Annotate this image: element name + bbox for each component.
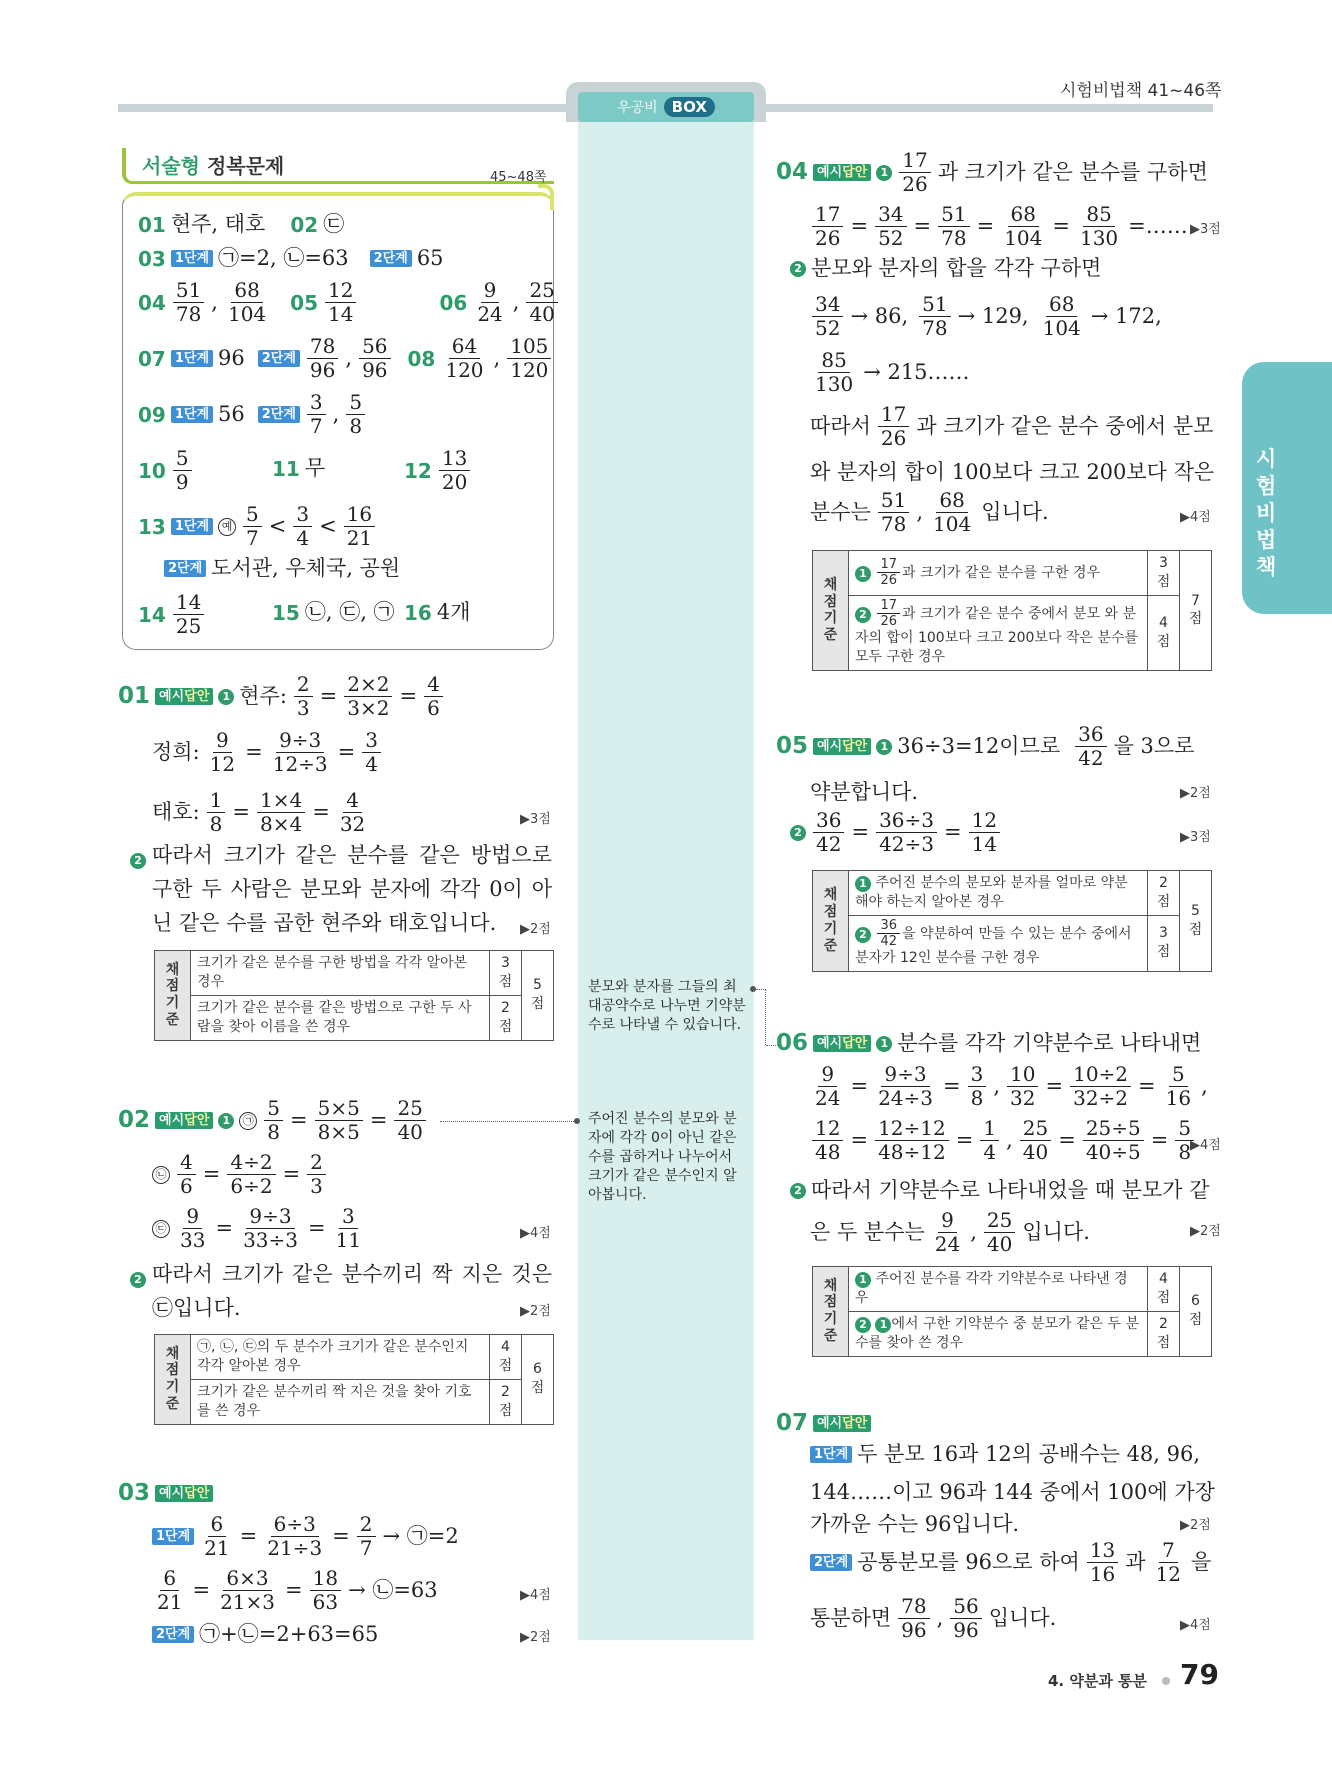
side-tab-text: 시험비법책 <box>1256 447 1277 579</box>
q01-criteria-table: 채점 기준 크기가 같은 분수를 구한 방법을 각각 알아본 경우 3점 5점 크기가 같은 분수를 같은 방법으로 구한 두 사람을 찾아 이름을 쓴 경우 2점 <box>154 950 554 1041</box>
points: ▶4점 <box>520 1226 551 1241</box>
footer-dot <box>1162 1677 1170 1685</box>
step-badge: 1단계 <box>171 350 213 367</box>
fraction: $\frac{78}{96}$ <box>307 336 338 381</box>
answer-value: 56 <box>218 402 245 426</box>
label: 정희: <box>152 740 200 764</box>
result: → ㉡=63 <box>348 1578 438 1602</box>
connector-line <box>440 1121 578 1122</box>
step-badge: 2단계 <box>258 406 300 423</box>
q06-line-1: 06 예시답안 1 분수를 각각 기약분수로 나타내면 <box>776 1030 1202 1056</box>
section-title-1: 서술형 <box>142 154 200 178</box>
fraction: $\frac{25}{40}$ <box>526 280 557 325</box>
fraction: $\frac{64}{120}$ <box>445 334 484 382</box>
text: 분모와 분자의 합을 각각 구하면 <box>811 256 1102 280</box>
answer-value: 96 <box>218 346 245 370</box>
text: 과 크기가 같은 분수를 구하면 <box>937 160 1208 184</box>
answer-num: 08 <box>407 346 436 371</box>
answer-num: 09 <box>138 402 166 427</box>
answer-value: 4개 <box>436 600 471 624</box>
book-ref: 시험비법책 41~46쪽 <box>1060 81 1222 101</box>
q02-line-1: 02 예시답안 1 ㉠ $\frac{5}{8}$ = $\frac{5\times 5}{8\times 5}$ = $\frac{25}{40}$ <box>118 1098 428 1143</box>
q05-criteria-table: 채점 기준 1 주어진 분수의 분모와 분자를 얼마로 약분해야 하는지 알아본 경우 2점 5점 2 $\frac{36}{42}$ 을 약분하여 만들 수 있는 분수 중에서 분자가 12인 분수를 구한 경우 3점 <box>812 870 1212 972</box>
question-number: 05 <box>776 733 809 759</box>
q01-line-2: 정희: $\frac{9}{12}$ = $\frac{9\div 3}{12\div 3}$ = $\frac{3}{4}$ <box>152 730 383 775</box>
answer-num: 05 <box>290 290 319 315</box>
q07-line-5: 통분하면 $\frac{78}{96}$ , $\frac{56}{96}$ 입니다. <box>810 1594 1057 1642</box>
q01-line-1: 01 예시답안 1 현주: $\frac{2}{3}$ = $\frac{2\times 2}{3\times 2}$ = $\frac{4}{6}$ <box>118 674 445 719</box>
step-2-marker: 2 <box>130 853 146 869</box>
q07-line-3: 가까운 수는 96입니다. <box>810 1512 1020 1536</box>
q07-line-0 <box>776 1412 871 1435</box>
answer-row-2 <box>138 248 444 269</box>
answer-num: 16 <box>404 600 432 625</box>
points: ▶4점 <box>520 1588 551 1603</box>
q06-line-2: 2 따라서 기약분수로 나타내었을 때 분모가 같 <box>790 1180 1210 1201</box>
fraction: $\frac{5}{9}$ <box>173 448 192 493</box>
step-badge: 2단계 <box>164 560 206 577</box>
answer-row-1 <box>138 214 344 235</box>
box-label: 우공비 <box>617 100 658 116</box>
answer-tag: 예시답안 <box>813 738 871 755</box>
q04-chain: $\frac{17}{26}$ = $\frac{34}{52}$ = $\frac{51}{78}$ = $\frac{68}{104}$ = $\frac{85}{130}$ =…… <box>810 204 1188 249</box>
answer-value: 65 <box>416 246 444 270</box>
q06-eq-2: $\frac{12}{48}$ = $\frac{12\div 12}{48\div 12}$ = $\frac{1}{4}$ , $\frac{25}{40}$ = $\frac{25\div 5}{40\div 5}$ = $\frac{5}{8}$ <box>810 1118 1196 1163</box>
points: ▶2점 <box>1180 786 1211 801</box>
answer-num: 12 <box>404 458 432 483</box>
question-number: 03 <box>118 1480 151 1506</box>
fraction: $\frac{68}{104}$ <box>227 278 267 326</box>
fraction: $\frac{5}{7}$ <box>243 504 262 549</box>
connector-dot <box>574 1118 580 1124</box>
step-badge: 1단계 <box>171 518 213 535</box>
answer-num: 14 <box>138 602 166 627</box>
q03-line-0 <box>118 1482 213 1505</box>
result: → ㉠=2 <box>382 1524 459 1548</box>
answer-tag: 예시답안 <box>813 1035 871 1052</box>
answer-num: 11 <box>272 456 300 481</box>
footer-chapter: 4. 약분과 통분 <box>1048 1672 1148 1690</box>
answer-row-9c <box>404 602 471 623</box>
answer-num: 13 <box>138 514 166 539</box>
fraction: $\frac{12}{14}$ <box>325 280 356 325</box>
fraction: $\frac{105}{120}$ <box>507 336 551 381</box>
answer-num: 10 <box>138 458 166 483</box>
answer-tag: 예시답안 <box>155 1485 213 1502</box>
answer-num: 06 <box>439 290 468 315</box>
q02-line-3: ㉢ $\frac{9}{33}$ = $\frac{9\div 3}{33\div 3}$ = $\frac{3}{11}$ <box>152 1206 366 1251</box>
answer-tag: 예시답안 <box>155 1112 213 1129</box>
answer-row-9b <box>272 602 395 623</box>
q07-line-1: 1단계 두 분모 16과 12의 공배수는 48, 96, <box>810 1444 1200 1465</box>
points: ▶3점 <box>1180 830 1211 845</box>
label: 현주: <box>239 684 287 708</box>
points: ▶2점 <box>1190 1224 1221 1239</box>
points: ▶3점 <box>520 812 551 827</box>
points: ▶4점 <box>1180 510 1211 525</box>
answer-row-3: 04 $\frac{51}{78}$ , $\frac{68}{104}$ 05 $\frac{12}{14}$ 06 $\frac{9}{24}$ , $\frac{25}{40}$ <box>138 280 560 325</box>
q04-criteria-table: 채점 기준 1 $\frac{17}{26}$ 과 크기가 같은 분수를 구한 경우 3점 7점 2 $\frac{17}{26}$ 과 크기가 같은 분수 중에서 분모 와 분자의 합이 100보다 크고 200보다 작은 분수를 모두 구한 경우 4점 <box>812 550 1212 671</box>
section-title-2: 정복문제 <box>206 154 285 178</box>
q03-line-2: $\frac{6}{21}$ = $\frac{6\times 3}{21\times 3}$ = $\frac{18}{63}$ → ㉡=63 <box>157 1566 438 1614</box>
q04-line-1: 04 예시답안 1 $\frac{17}{26}$ 과 크기가 같은 분수를 구하면 <box>776 148 1208 196</box>
step-badge: 2단계 <box>258 350 300 367</box>
question-number: 06 <box>776 1030 809 1056</box>
section-title <box>142 150 284 179</box>
step-badge: 2단계 <box>810 1554 852 1571</box>
step-badge: 2단계 <box>152 1626 194 1643</box>
fraction: $\frac{51}{78}$ <box>173 280 204 325</box>
points: ▶4점 <box>1180 1618 1211 1633</box>
answer-tag: 예시답안 <box>813 1415 871 1432</box>
answer-num: 07 <box>138 346 166 371</box>
q07-line-2: 144……이고 96과 144 중에서 100에 가장 <box>810 1480 1215 1504</box>
q03-line-3 <box>152 1624 378 1645</box>
answer-row-6 <box>138 448 194 493</box>
fraction: $\frac{5}{8}$ <box>346 392 365 437</box>
step-badge: 1단계 <box>171 250 213 267</box>
page-number: 79 <box>1180 1658 1219 1691</box>
section-pages: 45~48쪽 <box>490 170 547 185</box>
step-badge: 1단계 <box>171 406 213 423</box>
fraction: $\frac{3}{7}$ <box>307 392 326 437</box>
side-note-2: 주어진 분수의 분모와 분자에 각각 0이 아닌 같은 수를 곱하거나 나누어서 크기가 같은 분수인지 알아봅니다. <box>588 1111 737 1203</box>
answer-num: 15 <box>272 600 300 625</box>
q01-line-3: 태호: $\frac{1}{8}$ = $\frac{1\times 4}{8\times 4}$ = $\frac{4}{32}$ <box>152 788 366 836</box>
q03-line-1: 1단계 $\frac{6}{21}$ = $\frac{6\div 3}{21\div 3}$ = $\frac{2}{7}$ → ㉠=2 <box>152 1514 459 1559</box>
q02-criteria-table: 채점 기준 ㉠, ㉡, ㉢의 두 분수가 크기가 같은 분수인지 각각 알아본 경우 4점 6점 크기가 같은 분수끼리 짝 지은 것을 찾아 기호를 쓴 경우 2점 <box>154 1334 554 1425</box>
answer-row-6b <box>272 458 325 479</box>
side-note-column <box>578 122 754 1640</box>
q02-paragraph: 따라서 크기가 같은 분수끼리 짝 지은 것은 ㉢입니다. <box>152 1262 552 1320</box>
points: ▶2점 <box>1180 1518 1211 1533</box>
answer-tag: 예시답안 <box>813 164 871 181</box>
q06-line-3: 은 두 분수는 $\frac{9}{24}$ , $\frac{25}{40}$ 입니다. <box>810 1208 1090 1256</box>
answer-num: 04 <box>138 290 166 315</box>
step-1-marker: 1 <box>218 689 234 705</box>
q06-eq-1: $\frac{9}{24}$ = $\frac{9\div 3}{24\div 3}$ = $\frac{3}{8}$ , $\frac{10}{32}$ = $\frac{10\div 2}{32\div 2}$ = $\frac{5}{16}$ , <box>815 1062 1208 1110</box>
question-number: 01 <box>118 683 151 709</box>
points: ▶2점 <box>520 1630 551 1645</box>
q04-line-4: 와 분자의 합이 100보다 크고 200보다 작은 <box>810 460 1215 484</box>
step-badge: 2단계 <box>370 250 412 267</box>
answer-value: 무 <box>304 456 326 480</box>
answer-num: 03 <box>138 246 166 271</box>
answer-num: 01 <box>138 212 166 237</box>
box-badge: BOX <box>664 97 715 117</box>
answer-value: ㉢ <box>323 212 345 236</box>
question-number: 04 <box>776 159 809 185</box>
answer-num: 02 <box>290 212 319 237</box>
fraction: $\frac{13}{20}$ <box>439 448 470 493</box>
question-number: 07 <box>776 1410 809 1436</box>
answer-tag: 예시답안 <box>155 688 213 705</box>
answer-box-corner <box>538 184 554 210</box>
answer-row-5: 09 1단계 56 2단계 $\frac{3}{7}$ , $\frac{5}{8}$ <box>138 392 367 437</box>
answer-value: ㉡, ㉢, ㉠ <box>304 600 395 624</box>
step-badge: 1단계 <box>810 1446 852 1463</box>
answer-row-4: 07 1단계 96 2단계 $\frac{78}{96}$ , $\frac{56}{96}$ 08 $\frac{64}{120}$ , $\frac{105}{120}$ <box>138 336 553 381</box>
q05-line-1: 05 예시답안 1 36÷3=12이므로 $\frac{36}{42}$ 을 3으로 <box>776 722 1195 770</box>
q04-line-2: 2 분모와 분자의 합을 각각 구하면 <box>790 258 1101 279</box>
step-badge: 1단계 <box>152 1528 194 1545</box>
fraction: $\frac{14}{25}$ <box>173 592 204 637</box>
q02-line-2: ㉡ $\frac{4}{6}$ = $\frac{4\div 2}{6\div 2}$ = $\frac{2}{3}$ <box>152 1152 328 1197</box>
q04-sums-1: $\frac{34}{52}$ → 86, $\frac{51}{78}$ → 129, $\frac{68}{104}$ → 172, <box>810 294 1162 339</box>
points: ▶2점 <box>520 922 551 937</box>
q04-line-5: 분수는 $\frac{51}{78}$ , $\frac{68}{104}$ 입니다. <box>810 488 1049 536</box>
fraction: $\frac{9}{24}$ <box>477 278 503 326</box>
q06-criteria-table: 채점 기준 1 주어진 분수를 각각 기약분수로 나타낸 경우 4점 6점 2 1 에서 구한 기약분수 중 분모가 같은 두 분수를 찾아 쓴 경우 2점 <box>812 1266 1212 1357</box>
q05-line-2: 약분합니다. <box>810 780 919 804</box>
points: ▶2점 <box>520 1304 551 1319</box>
label: 태호: <box>152 800 200 824</box>
answer-value: 현주, 태호 <box>170 212 266 236</box>
answer-value: ㉠=2, ㉡=63 <box>218 246 349 270</box>
example-mark: 예 <box>218 518 236 536</box>
q04-line-3: 따라서 $\frac{17}{26}$ 과 크기가 같은 분수 중에서 분모 <box>810 402 1214 450</box>
q07-line-4: 2단계 공통분모를 96으로 하여 $\frac{13}{16}$ 과 $\frac{7}{12}$ 을 <box>810 1540 1211 1585</box>
result: ㉠+㉡=2+63=65 <box>199 1622 379 1646</box>
answer-row-8 <box>164 558 400 579</box>
answer-row-6c <box>404 448 472 493</box>
fraction: $\frac{3}{4}$ <box>293 504 312 549</box>
fraction: $\frac{16}{21}$ <box>344 504 375 549</box>
answer-row-7: 13 1단계 예 $\frac{5}{7}$ < $\frac{3}{4}$ < $\frac{16}{21}$ <box>138 504 377 549</box>
points: ▶4점 <box>1190 1138 1221 1153</box>
connector-line <box>756 989 766 1045</box>
points: ▶3점 <box>1190 222 1221 237</box>
question-number: 02 <box>118 1107 151 1133</box>
fraction: $\frac{56}{96}$ <box>359 336 390 381</box>
q05-line-3: 2 $\frac{36}{42}$ = $\frac{36\div 3}{42\div 3}$ = $\frac{12}{14}$ <box>790 810 1002 855</box>
q04-sums-2: $\frac{85}{130}$ → 215…… <box>815 348 970 396</box>
q01-paragraph: 따라서 크기가 같은 분수를 같은 방법으로 구한 두 사람은 분모와 분자에 각각 0이 아닌 같은 수를 곱한 현주와 태호입니다. <box>152 843 552 935</box>
answer-value: 도서관, 우체국, 공원 <box>211 556 401 580</box>
box-tab-inner <box>578 92 754 122</box>
answer-row-9 <box>138 592 206 637</box>
side-note-1: 분모와 분자를 그들의 최대공약수로 나누면 기약분수로 나타낼 수 있습니다. <box>588 979 746 1033</box>
